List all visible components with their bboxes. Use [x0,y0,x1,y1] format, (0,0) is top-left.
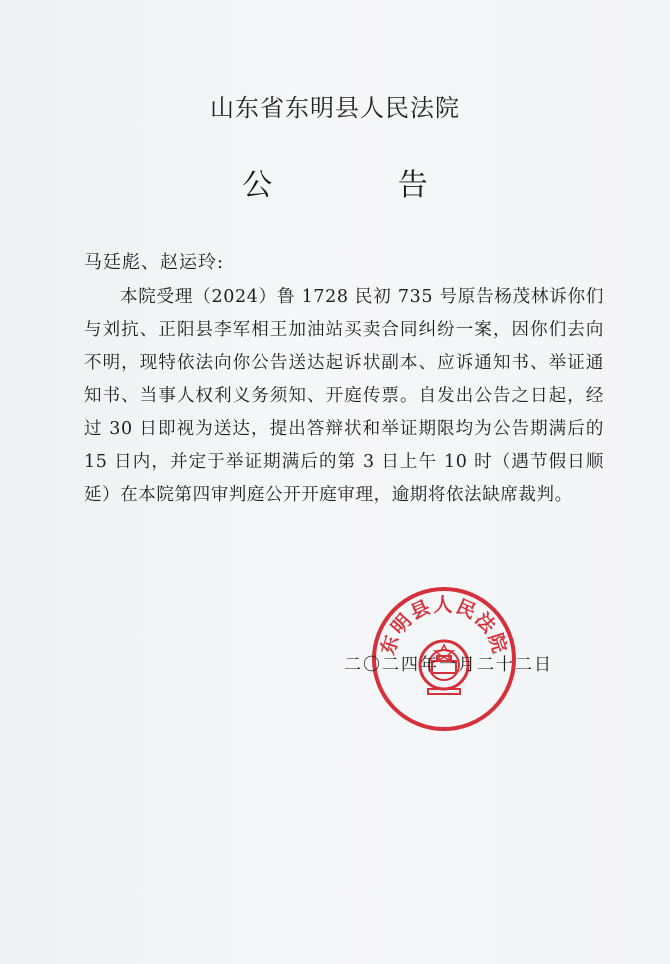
seal-text: 东明县人民法院 [376,594,512,658]
notice-body: 本院受理（2024）鲁 1728 民初 735 号原告杨茂林诉你们与刘抗、正阳县李军相王加油站买卖合同纠纷一案，因你们去向不明，现特依法向你公告送达起诉状副本、应诉通知书、举证通知书、当事人权利义务须知、开庭传票。自发出公告之日起，经过 30 日即视为送达，提出答辩状和举证期限均为公告期满后的 15 日内，并定于举证期满后的第 3 日上午 10 时（遇节假日顺延）在本院第四审判庭公开开庭审理，逾期将依法缺席裁判。 [84,287,604,505]
notice-title: 公 告 [242,168,486,203]
court-name: 山东省东明县人民法院 [210,94,460,122]
addressee: 马廷彪、赵运玲: [84,252,225,273]
svg-text:东明县人民法院 [376,594,512,657]
notice-date: 二〇二四年一月二十二日 [344,655,553,675]
